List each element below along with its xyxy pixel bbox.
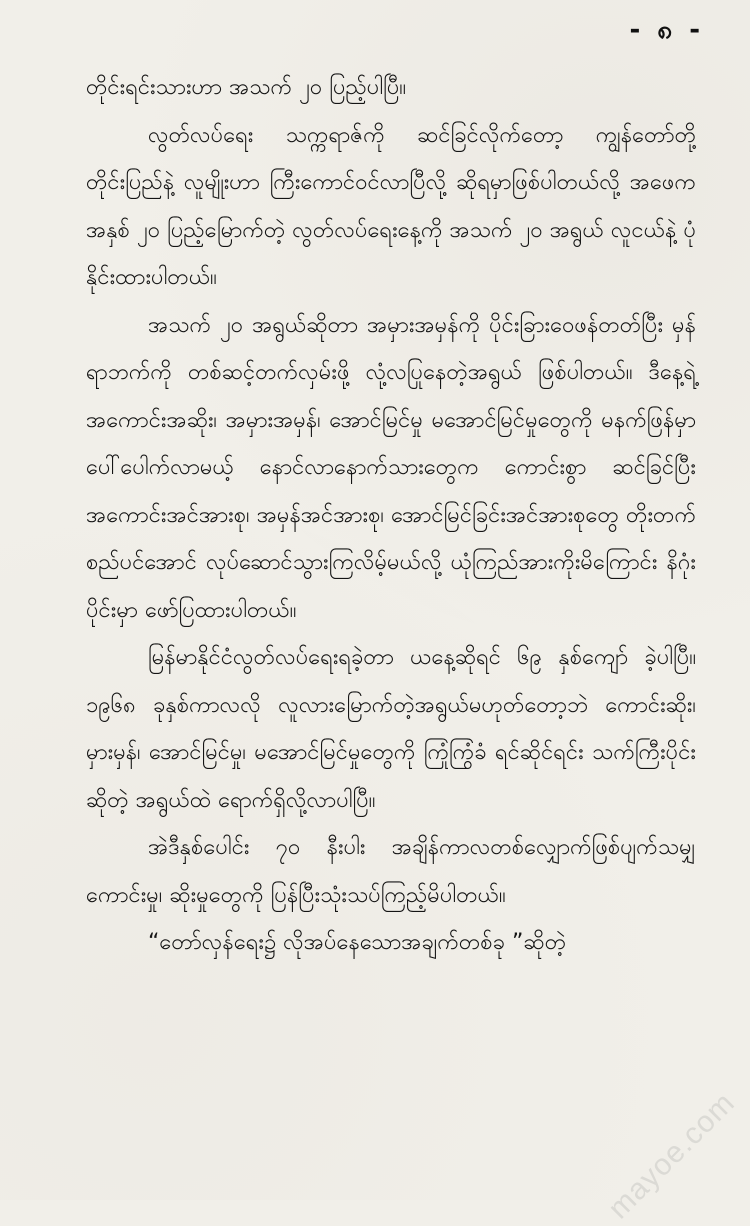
paragraph: မြန်မာနိုင်ငံလွတ်လပ်ရေးရခဲ့တာ ယနေ့ဆိုရင် ၆၉ နှစ်ကျော် ခဲ့ပါပြီ။ ၁၉၆၈ ခုနှစ်ကာလလို လူလားမြောက်တဲ့အရွယ်မဟုတ်တော့ဘဲ ကောင်းဆိုး၊ မှားမှန်၊ အောင်မြင်မှု၊ မအောင်မြင်မှုတွေကို ကြုံကြွံခံ ရင်ဆိုင်ရင်း သက်ကြီးပိုင်းဆိုတဲ့ အရွယ်ထဲ ရောက်ရှိလို့လာပါပြီ။ bbox=[86, 645, 696, 813]
body-text bbox=[86, 64, 696, 967]
paragraph: အဲဒီနှစ်ပေါင်း ၇၀ နီးပါး အချိန်ကာလတစ်လျှောက်ဖြစ်ပျက်သမျှ ကောင်းမှု၊ ဆိုးမှုတွေကို ပြန်ပြီးသုံးသပ်ကြည့်မိပါတယ်။ bbox=[86, 835, 696, 908]
watermark: mayoe.com bbox=[601, 1085, 742, 1226]
page-number: - ၈ - bbox=[629, 15, 704, 45]
paragraph: “တော်လှန်ရေး၌ လိုအပ်နေသောအချက်တစ်ခု ”ဆိုတဲ့ bbox=[148, 930, 567, 955]
paragraph: အသက် ၂၀ အရွယ်ဆိုတာ အမှားအမှန်ကို ပိုင်းခြားဝေဖန်တတ်ပြီး မှန်ရာဘက်ကို တစ်ဆင့်တက်လှမ်းဖို့ လုံ့လပြုနေတဲ့အရွယ် ဖြစ်ပါတယ်။ ဒီနေ့ရဲ့ အကောင်းအဆိုး၊ အမှားအမှန်၊ အောင်မြင်မှု မအောင်မြင်မှုတွေကို မနက်ဖြန်မှာ ပေါ်ပေါက်လာမယ့် နောင်လာနောက်သားတွေက ကောင်းစွာ ဆင်ခြင်ပြီး အကောင်းအင်အားစု၊ အမှန်အင်အားစု၊ အောင်မြင်ခြင်းအင်အားစုတွေ တိုးတက်စည်ပင်အောင် လုပ်ဆောင်သွားကြလိမ့်မယ်လို့ ယုံကြည်အားကိုးမိကြောင်း နိဂုံးပိုင်းမှာ ဖော်ပြထားပါတယ်။ bbox=[86, 312, 696, 623]
paragraph: တိုင်းရင်းသားဟာ အသက် ၂၀ ပြည့်ပါပြီ။ bbox=[86, 75, 407, 100]
paragraph: လွတ်လပ်ရေး သက္ကရာဇ်ကို ဆင်ခြင်လိုက်တော့ ကျွန်တော်တို့ တိုင်းပြည်နဲ့ လူမျိုးဟာ ကြီးကောင်ဝင်လာပြီလို့ ဆိုရမှာဖြစ်ပါတယ်လို့ အဖေက အနှစ် ၂၀ ပြည့်မြောက်တဲ့ လွတ်လပ်ရေးနေ့ကို အသက် ၂၀ အရွယ် လူငယ်နဲ့ ပုံနိုင်းထားပါတယ်။ bbox=[86, 122, 696, 290]
